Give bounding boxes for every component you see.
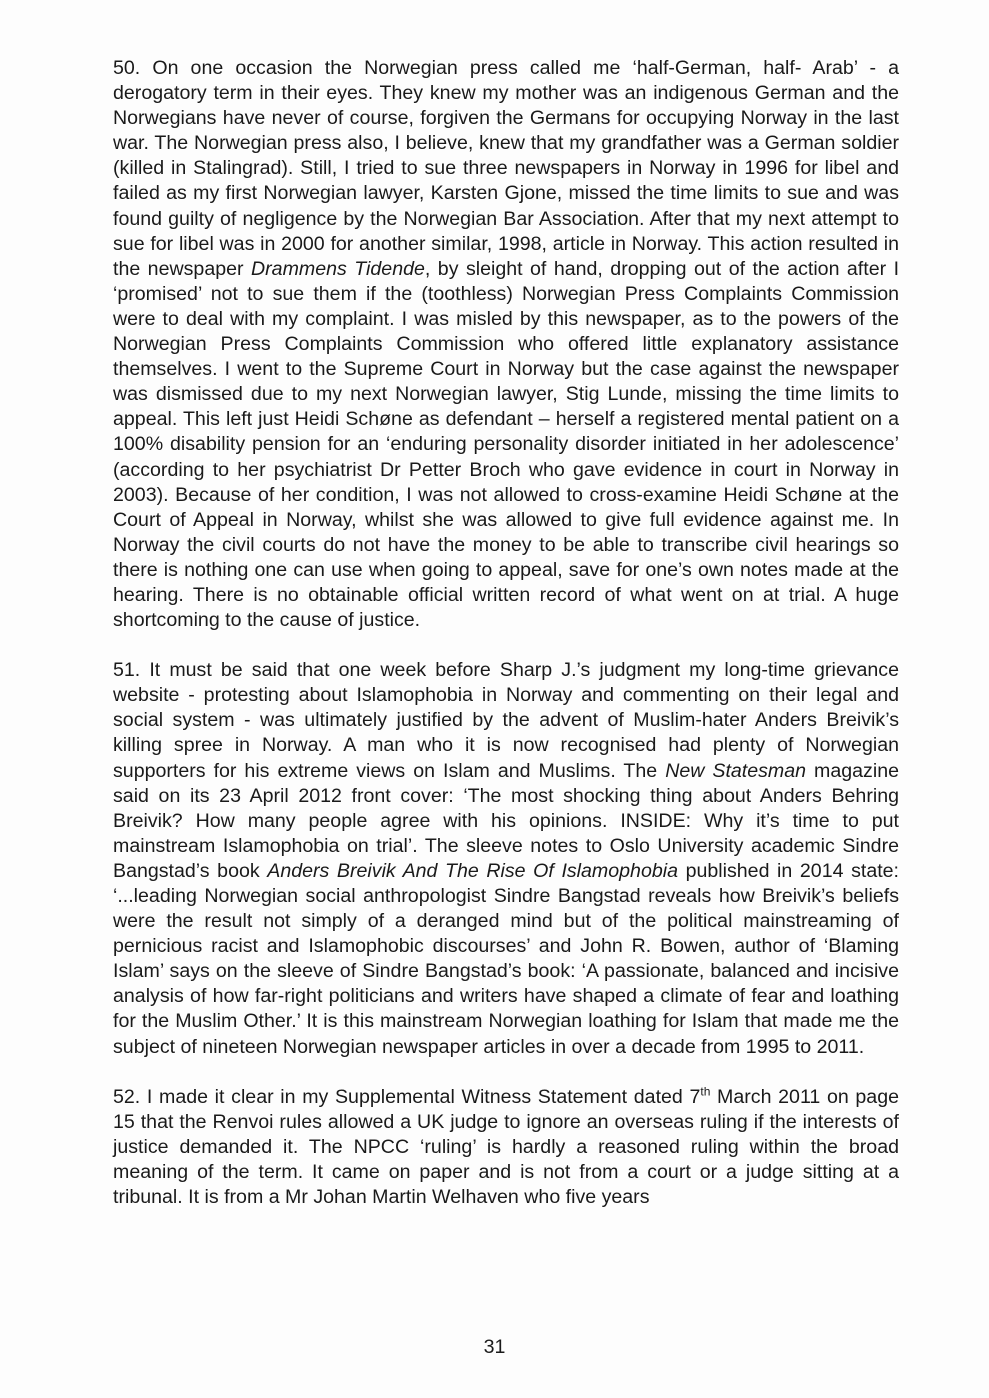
italic-title: Drammens Tidende [251, 257, 425, 280]
text-run: , by sleight of hand, dropping out of the action after I ‘promised’ not to sue them if the (toothless) Norwegian Press Complaints Commission were to deal with my complaint. I was misled by this newspaper, as to the powers of the Norwegian Press Complaints Commission who offered little explanatory assistance themselves. I went to the Supreme Court in Norway but the case against the newspaper was dismissed due to my next Norwegian lawyer, Stig Lunde, missing the time limits to appeal. This left just Heidi Schøne as defendant – herself a registered mental patient on a 100% disability pension for an ‘enduring personality disorder initiated in her adolescence’ (according to her psychiatrist Dr Petter Broch who gave evidence in court in Norway in 2003). Because of her condition, I was not allowed to cross-examine Heidi Schøne at the Court of Appeal in Norway, whilst she was allowed to give full evidence against me. In Norway the civil courts do not have the money to be able to transcribe civil hearings so there is nothing one can use when going to appeal, save for one’s own notes made at the hearing. There is no obtainable official written record of what went on at trial. A huge shortcoming to the cause of justice. [113, 257, 900, 632]
text-run: published in 2014 state: ‘...leading Norwegian social anthropologist Sindre Bangstad reveals how Breivik’s beliefs were the result not simply of a deranged mind but of the political mainstreaming of pernicious racist and Islamophobic discourses’ and John R. Bowen, author of ‘Blaming Islam’ says on the sleeve of Sindre Bangstad’s book: ‘A passionate, balanced and incisive analysis of how far-right politicians and writers have shaped a climate of fear and loathing for the Muslim Other.’ It is this mainstream Norwegian loathing for Islam that made me the subject of nineteen Norwegian newspaper articles in over a decade from 1995 to 2011. [113, 859, 899, 1058]
italic-title: Anders Breivik And The Rise Of Islamophobia [267, 859, 678, 882]
paragraph-52 [113, 1085, 899, 1210]
text-run: March 2011 on page 15 that the Renvoi rules allowed a UK judge to ignore an overseas ruling if the interests of justice demanded it. The NPCC ‘ruling’ is hardly a reasoned ruling within the broad meaning of the term. It came on paper and is not from a court or a judge sitting at a tribunal. It is from a Mr Johan Martin Welhaven who five years [113, 1085, 899, 1209]
paragraph-51 [113, 658, 899, 1060]
text-run: 51. It must be said that one week before Sharp J.’s judgment my long-time grievance website - protesting about Islamophobia in Norway and commenting on their legal and social system - was ultimately justified by the advent of Muslim-hater Anders Breivik’s killing spree in Norway. A man who it is now recognised had plenty of Norwegian supporters for his extreme views on Islam and Muslims. The [113, 659, 899, 782]
text-run: magazine said on its 23 April 2012 front cover: ‘The most shocking thing about Anders Behring Breivik? How many people agree with his opinions. INSIDE: Why it’s time to put mainstream Islamophobia on trial’. The sleeve notes to Oslo University academic Sindre Bangstad’s book [113, 759, 899, 882]
text-run: 50. On one occasion the Norwegian press called me ‘half-German, half- Arab’ - a derogatory term in their eyes. They knew my mother was an indigenous German and the Norwegians have never of course, forgiven the Germans for occupying Norway in the last war. The Norwegian press also, I believe, knew that my grandfather was a German soldier (killed in Stalingrad). Still, I tried to sue three newspapers in Norway in 1996 for libel and failed as my first Norwegian lawyer, Karsten Gjone, missed the time limits to sue and was found guilty of negligence by the Norwegian Bar Association. After that my next attempt to sue for libel was in 2000 for another similar, 1998, article in Norway. This action resulted in the newspaper [113, 57, 899, 280]
page-number: 31 [483, 1336, 506, 1358]
ordinal-suffix: th [700, 1084, 711, 1099]
italic-title: New Statesman [665, 759, 807, 782]
paragraph-50 [113, 56, 899, 633]
text-run: 52. I made it clear in my Supplemental Witness Statement dated 7 [113, 1085, 701, 1108]
document-body [113, 56, 899, 1235]
